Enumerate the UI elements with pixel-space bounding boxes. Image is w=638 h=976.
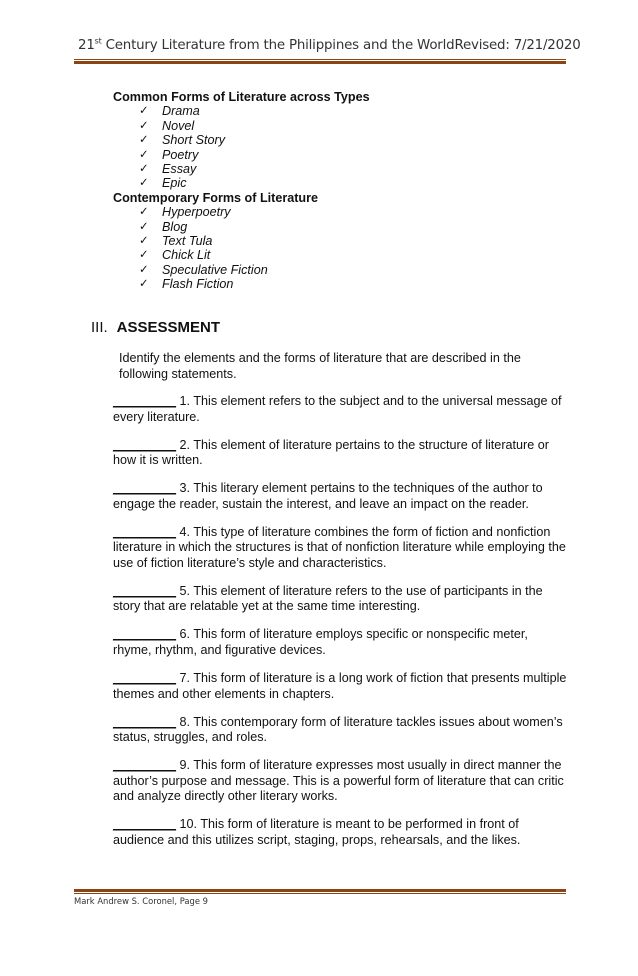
checkmark-icon: ✓ [139, 278, 149, 291]
revised-date: Revised: 7/21/2020 [454, 38, 581, 53]
checkmark-icon: ✓ [139, 134, 149, 147]
checkmark-icon: ✓ [139, 249, 149, 262]
question-item [113, 715, 569, 746]
answer-blank: _________ [113, 583, 177, 598]
question-item [113, 394, 569, 425]
list-item-label: Blog [162, 219, 188, 234]
question-item [113, 438, 569, 469]
header-rule-thin [74, 59, 566, 60]
page-header [78, 36, 581, 53]
footer-rule-thin [74, 893, 566, 894]
section-number: III. [91, 319, 108, 336]
list-item [113, 162, 370, 176]
question-text: 1. This element refers to the subject and to the universal message of every literature. [113, 394, 562, 424]
answer-blank: _________ [113, 627, 177, 642]
checkmark-icon: ✓ [139, 119, 149, 132]
checkmark-icon: ✓ [139, 220, 149, 233]
list-item [113, 205, 370, 219]
question-item [113, 671, 569, 702]
assessment-instruction: Identify the elements and the forms of literature that are described in the following statements. [119, 351, 521, 381]
answer-blank: _________ [113, 394, 177, 408]
answer-blank: _________ [113, 437, 177, 452]
question-item [113, 627, 569, 658]
checkmark-icon: ✓ [139, 263, 149, 276]
question-text: 4. This type of literature combines the form of fiction and nonfiction literature in which the structures is that of nonfiction literature while employing the use of fiction literature’s style and characteristics. [113, 524, 566, 570]
list-item-label: Chick Lit [162, 248, 211, 263]
footer-rule-thick [74, 889, 566, 892]
list-item-label: Epic [162, 176, 187, 191]
common-forms-list [113, 104, 370, 190]
assessment-questions [113, 394, 569, 861]
question-text: 9. This form of literature expresses most usually in direct manner the author’s purpose and message. This is a powerful form of literature that can critic and analyze directly other literary works. [113, 758, 564, 804]
list-item-label: Drama [162, 104, 200, 119]
section-title: ASSESSMENT [116, 319, 221, 336]
question-text: 2. This element of literature pertains to the structure of literature or how it is written. [113, 437, 549, 468]
question-item [113, 525, 569, 572]
contemporary-forms-heading: Contemporary Forms of Literature [113, 190, 319, 205]
answer-blank: _________ [113, 671, 177, 686]
list-item-label: Speculative Fiction [162, 262, 268, 277]
question-text: 10. This form of literature is meant to be performed in front of audience and this utilizes script, staging, props, rehearsals, and the likes. [113, 817, 521, 847]
list-item [113, 119, 370, 133]
list-item-label: Short Story [162, 133, 225, 148]
list-item-label: Novel [162, 118, 195, 133]
checkmark-icon: ✓ [139, 177, 149, 190]
list-item-label: Poetry [162, 147, 199, 162]
page-footer: Mark Andrew S. Coronel, Page 9 [74, 896, 208, 906]
question-item [113, 817, 569, 848]
answer-blank: _________ [113, 524, 177, 539]
question-text: 5. This element of literature refers to the use of participants in the story that are relatable yet at the same time interesting. [113, 583, 543, 614]
list-item-label: Essay [162, 161, 197, 176]
contemporary-forms-list [113, 205, 370, 291]
question-text: 3. This literary element pertains to the techniques of the author to engage the reader, sustain the interest, and leave an impact on the reader. [113, 481, 543, 511]
list-item [113, 104, 370, 118]
checkmark-icon: ✓ [139, 206, 149, 219]
list-item [113, 234, 370, 248]
answer-blank: _________ [113, 758, 177, 773]
list-item [113, 133, 370, 147]
question-item [113, 758, 569, 805]
answer-blank: _________ [113, 714, 177, 729]
list-item [113, 176, 370, 190]
header-rule-thick [74, 61, 566, 64]
list-item [113, 220, 370, 234]
question-text: 6. This form of literature employs specific or nonspecific meter, rhyme, rhythm, and figurative devices. [113, 627, 528, 657]
question-text: 7. This form of literature is a long work of fiction that presents multiple themes and other elements in chapters. [113, 671, 567, 701]
checkmark-icon: ✓ [139, 148, 149, 161]
list-item-label: Hyperpoetry [162, 205, 231, 220]
document-title: 21st Century Literature from the Philippines and the World [78, 36, 455, 53]
question-item [113, 481, 569, 512]
list-item-label: Text Tula [162, 233, 213, 248]
list-item [113, 148, 370, 162]
forms-of-literature [113, 90, 370, 291]
checkmark-icon: ✓ [139, 105, 149, 118]
question-item [113, 584, 569, 615]
common-forms-heading: Common Forms of Literature across Types [113, 90, 370, 104]
answer-blank: _________ [113, 481, 177, 496]
list-item-label: Flash Fiction [162, 277, 234, 292]
section-heading [91, 319, 220, 336]
list-item [113, 277, 370, 291]
list-item [113, 263, 370, 277]
checkmark-icon: ✓ [139, 234, 149, 247]
list-item [113, 248, 370, 262]
answer-blank: _________ [113, 817, 177, 832]
question-text: 8. This contemporary form of literature tackles issues about women’s status, struggles, and roles. [113, 714, 563, 745]
checkmark-icon: ✓ [139, 162, 149, 175]
